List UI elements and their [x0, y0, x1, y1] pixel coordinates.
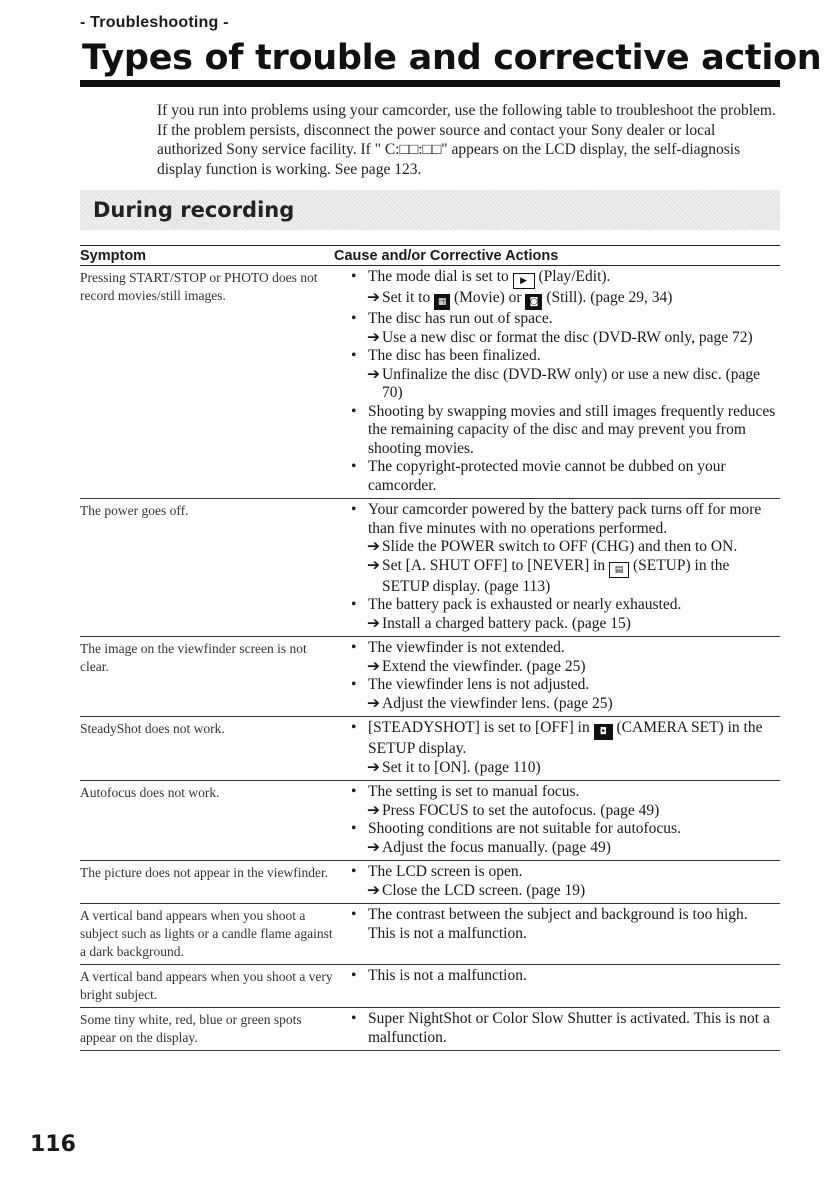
arrow-icon: ➔ [367, 657, 380, 675]
corrective-action [342, 839, 780, 858]
item-text: The contrast between the subject and background is too high. This is not a malfunction. [368, 906, 748, 942]
symptom-cell: SteadyShot does not work. [80, 721, 225, 736]
play-edit-icon: ▶ [513, 273, 535, 289]
cause-item [342, 863, 780, 882]
corrective-action [342, 366, 780, 403]
item-text: The disc has been finalized. [368, 347, 541, 364]
section-title: During recording [93, 198, 295, 222]
item-text: (Play/Edit). [538, 268, 611, 285]
symptom-cell: The image on the viewfinder screen is not clear. [80, 641, 307, 674]
item-text: The viewfinder lens is not adjusted. [368, 676, 590, 693]
cause-item [342, 347, 780, 366]
section-banner [80, 190, 780, 230]
cause-item [342, 310, 780, 329]
item-text: Your camcorder powered by the battery pack turns off for more than five minutes with no operations performed. [368, 501, 762, 537]
cause-item [342, 639, 780, 658]
cause-item [342, 1010, 780, 1047]
table-row [80, 717, 780, 781]
corrective-action [342, 658, 780, 677]
cause-cell [342, 783, 780, 857]
item-text: The viewfinder is not extended. [368, 639, 565, 656]
table-row [80, 266, 780, 499]
arrow-icon: ➔ [367, 365, 380, 383]
table-row [80, 499, 780, 637]
item-text: Slide the POWER switch to OFF (CHG) and then to ON. [382, 538, 738, 555]
corrective-action [342, 759, 780, 778]
setup-icon: ▤ [609, 562, 629, 578]
table-row [80, 965, 780, 1008]
item-text: The setting is set to manual focus. [368, 783, 580, 800]
item-text: The LCD screen is open. [368, 863, 523, 880]
corrective-action [342, 557, 780, 597]
arrow-icon: ➔ [367, 328, 380, 346]
intro-paragraph: If you run into problems using your camcorder, use the following table to troubleshoot the problem. If the problem persists, disconnect the power source and contact your Sony dealer or local authorized Sony service facility. If " C:□□:□□" appears on the LCD display, the self-diagnosis display function is working. See page 123. [157, 102, 776, 178]
item-text: This is not a malfunction. [368, 967, 527, 984]
item-text: Adjust the focus manually. (page 49) [382, 838, 611, 856]
item-text: (CAMERA SET) in the SETUP display. [368, 719, 763, 757]
cause-item [342, 906, 780, 943]
page-title: Types of trouble and corrective action [82, 38, 822, 78]
arrow-icon: ➔ [367, 289, 380, 306]
arrow-icon: ➔ [367, 538, 380, 555]
item-text: Shooting conditions are not suitable for autofocus. [368, 820, 681, 837]
item-text: Shooting by swapping movies and still images frequently reduces the remaining capacity of the disc and may prevent you from shooting movies. [368, 402, 776, 457]
symptom-cell: Some tiny white, red, blue or green spots appear on the display. [80, 1012, 302, 1045]
arrow-icon: ➔ [367, 614, 380, 632]
page-number: 116 [30, 1132, 76, 1157]
symptom-cell: A vertical band appears when you shoot a subject such as lights or a candle flame against a dark background. [80, 908, 333, 959]
cause-item [342, 501, 780, 538]
cause-item [342, 783, 780, 802]
still-camera-icon: ◙ [525, 294, 542, 310]
arrow-icon: ➔ [367, 881, 380, 899]
symptom-cell: Pressing START/STOP or PHOTO does not record movies/still images. [80, 270, 318, 303]
item-text: The disc has run out of space. [368, 310, 553, 327]
title-rule [80, 80, 780, 87]
item-text: Set [A. SHUT OFF] to [NEVER] in [382, 556, 606, 574]
arrow-icon: ➔ [367, 694, 380, 712]
cause-item [342, 403, 780, 459]
arrow-icon: ➔ [367, 801, 380, 819]
cause-cell [342, 268, 780, 495]
item-text: Install a charged battery pack. (page 15) [382, 614, 631, 632]
arrow-icon: ➔ [367, 838, 380, 856]
corrective-action [342, 695, 780, 714]
symptom-cell: The power goes off. [80, 503, 189, 518]
arrow-icon: ➔ [367, 758, 380, 776]
table-row [80, 637, 780, 717]
corrective-action [342, 882, 780, 901]
item-text: (Still). (page 29, 34) [546, 289, 673, 306]
corrective-action [342, 538, 780, 557]
item-text: Close the LCD screen. (page 19) [382, 881, 586, 899]
item-text: The mode dial is set to [368, 268, 509, 285]
item-text: [STEADYSHOT] is set to [OFF] in [368, 719, 590, 736]
cause-cell [342, 863, 780, 900]
section-label: - Troubleshooting - [80, 14, 229, 31]
corrective-action [342, 615, 780, 634]
cause-header: Cause and/or Corrective Actions [334, 248, 559, 264]
cause-item [342, 967, 780, 986]
item-text: Unfinalize the disc (DVD-RW only) or use a new disc. (page 70) [382, 365, 761, 401]
symptom-cell: The picture does not appear in the viewfinder. [80, 865, 329, 880]
item-text: The battery pack is exhausted or nearly exhausted. [368, 596, 682, 613]
cause-cell [342, 639, 780, 713]
item-text: Extend the viewfinder. (page 25) [382, 657, 586, 675]
cause-item [342, 596, 780, 615]
table-row [80, 1008, 780, 1051]
item-text: Super NightShot or Color Slow Shutter is activated. This is not a malfunction. [368, 1010, 770, 1046]
troubleshooting-table [80, 245, 780, 1051]
cause-cell [342, 906, 780, 961]
cause-cell [342, 501, 780, 633]
cause-cell [342, 967, 780, 1004]
symptom-cell: A vertical band appears when you shoot a very bright subject. [80, 969, 333, 1002]
item-text: The copyright-protected movie cannot be dubbed on your camcorder. [368, 458, 726, 494]
table-row [80, 781, 780, 861]
cause-item [342, 719, 780, 759]
cause-item [342, 268, 780, 289]
cause-item [342, 676, 780, 695]
camera-set-icon: ◘ [594, 724, 613, 740]
item-text: Set it to [ON]. (page 110) [382, 758, 541, 776]
cause-item [342, 458, 780, 495]
cause-cell [342, 1010, 780, 1047]
table-row [80, 904, 780, 965]
cause-cell [342, 719, 780, 777]
corrective-action [342, 329, 780, 348]
item-text: Use a new disc or format the disc (DVD-RW only, page 72) [382, 328, 753, 346]
table-body [80, 266, 780, 1051]
item-text: (Movie) or [453, 289, 522, 306]
symptom-cell: Autofocus does not work. [80, 785, 220, 800]
item-text: Set it to [382, 289, 431, 306]
movie-icon: ▦ [434, 294, 450, 310]
symptom-header: Symptom [80, 248, 147, 264]
item-text: Press FOCUS to set the autofocus. (page 49) [382, 801, 660, 819]
table-header [80, 245, 780, 266]
table-row [80, 861, 780, 904]
arrow-icon: ➔ [367, 556, 380, 574]
item-text: Adjust the viewfinder lens. (page 25) [382, 694, 613, 712]
corrective-action [342, 802, 780, 821]
cause-item [342, 820, 780, 839]
item-text: (SETUP) in the SETUP display. (page 113) [382, 556, 730, 595]
corrective-action [342, 289, 780, 310]
